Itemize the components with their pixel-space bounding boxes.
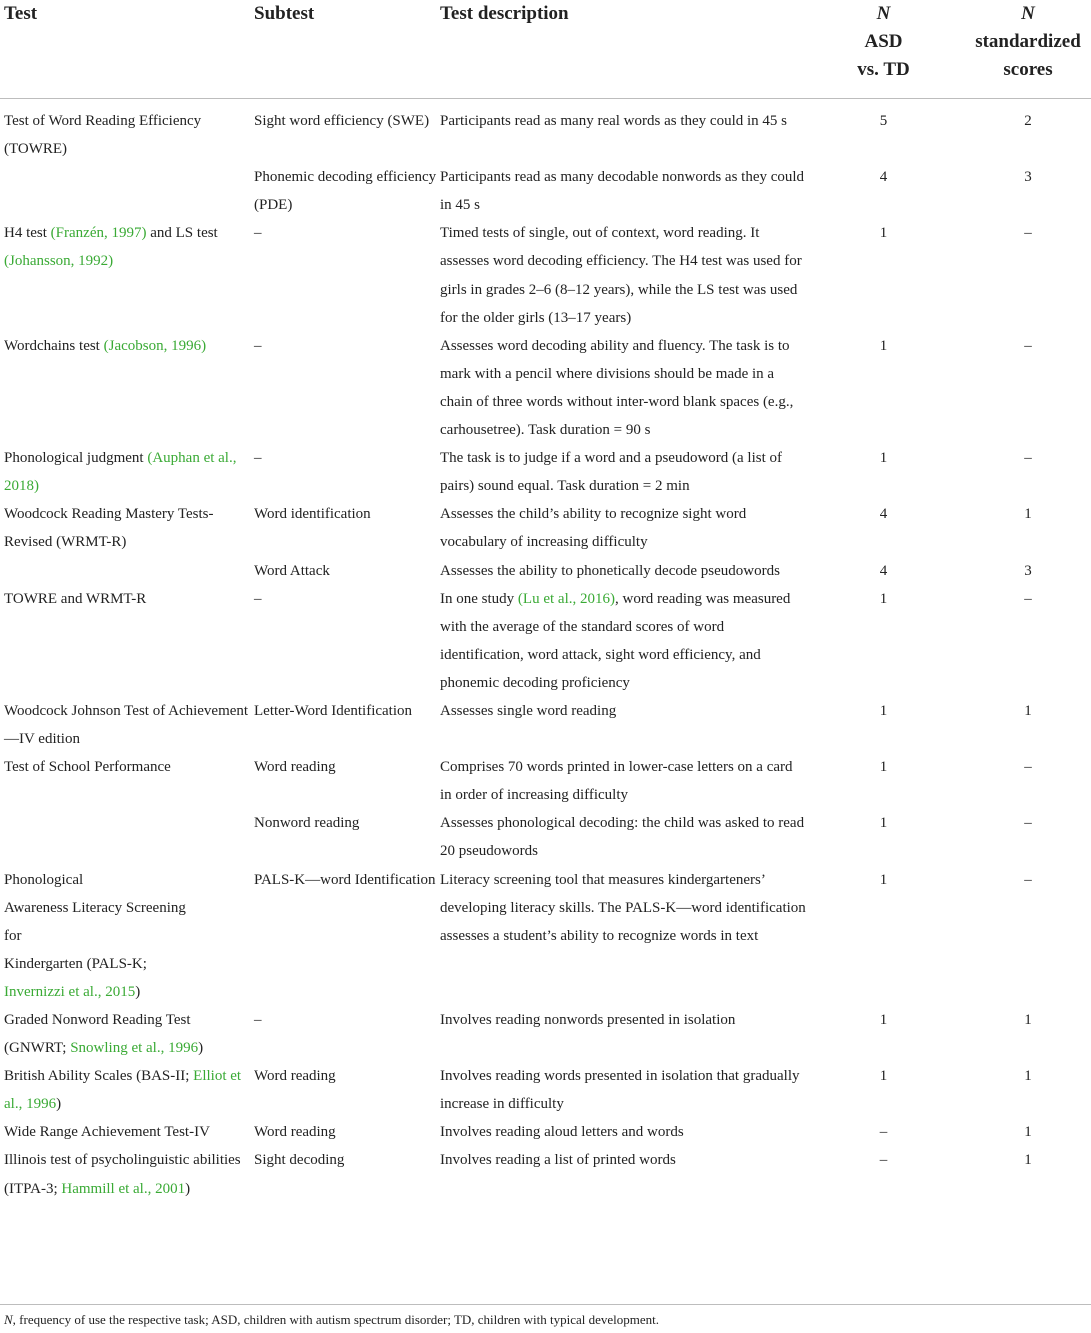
header-description: Test description [440,3,569,24]
cell-test [0,332,254,444]
citation-link[interactable]: (Johansson, 1992) [4,253,114,270]
cell-n-asd: 1 [879,450,888,467]
cell-n-std: 2 [1024,113,1032,129]
table-footnote [4,1311,1084,1329]
cell-description: Involves reading words presented in isolation that gradually increase in difficulty [440,1068,800,1113]
test-text: ) [198,1040,204,1057]
cell-test: Test of School Performance [4,759,171,776]
citation-link[interactable]: (Jacobson, 1996) [103,337,207,354]
table-row [0,444,1091,500]
cell-n-asd: 1 [879,590,888,607]
description-text: , word reading was measured with the average of the standard scores of word identification, word attack, sight word efficiency, and phonemic decoding proficiency [440,590,791,691]
cell-subtest: – [254,450,262,467]
table-row [0,1118,1091,1146]
table-row [0,809,1091,865]
cell-n-std: – [1024,225,1032,242]
cell-n-asd: 5 [879,113,888,129]
cell-subtest: Letter-Word Identification [254,702,413,719]
test-text: Graded Nonword Reading Test (GNWRT; [4,1012,191,1057]
test-text: Phonological judgment [4,450,148,467]
cell-subtest: Word identification [254,506,371,523]
footnote-n-symbol: N [4,1312,13,1327]
cell-subtest: Word reading [254,1124,336,1141]
cell-subtest: Word Attack [254,562,330,579]
header-n-std-line1: standardized [975,31,1081,52]
cell-subtest: Nonword reading [254,815,360,832]
cell-description [440,585,806,697]
footnote-divider [0,1304,1091,1305]
test-text: ) [135,983,141,1000]
cell-description: Involves reading a list of printed words [440,1152,676,1169]
cell-n-std: 1 [1024,702,1032,719]
cell-n-std: – [1024,337,1032,354]
cell-n-asd: 1 [879,759,888,776]
cell-description: The task is to judge if a word and a pseudoword (a list of pairs) sound equal. Task duration = 2 min [440,450,783,495]
header-n-asd-line2: vs. TD [857,59,910,80]
cell-description: Assesses single word reading [440,702,617,719]
cell-subtest: – [254,337,262,354]
test-text: Phonological [4,871,84,888]
table-header-row [0,0,1091,99]
cell-description: Assesses phonological decoding: the child was asked to read 20 pseudowords [440,815,805,860]
cell-subtest: Word reading [254,1068,336,1085]
cell-n-asd: 1 [879,702,888,719]
cell-n-std: – [1024,871,1032,888]
table-row [0,219,1091,331]
table-row [0,163,1091,219]
footnote-text: , frequency of use the respective task; ASD, children with autism spectrum disorder; TD, children with typical development. [12,1312,660,1327]
cell-test: TOWRE and WRMT-R [4,590,147,607]
cell-n-asd: – [879,1124,888,1141]
cell-n-std: – [1024,450,1032,467]
table-row [0,1062,1091,1118]
citation-link[interactable]: Elliot et al., 1996 [4,1068,242,1113]
cell-n-asd: 1 [879,225,888,242]
cell-description: Participants read as many real words as they could in 45 s [440,113,787,129]
table-row [0,1146,1091,1202]
cell-n-std: 1 [1024,1124,1032,1141]
citation-link[interactable]: Snowling et al., 1996 [70,1040,199,1057]
cell-subtest: Word reading [254,759,336,776]
table-row [0,1006,1091,1062]
cell-test [0,809,254,865]
cell-test [0,163,254,219]
cell-n-asd: 1 [879,1012,888,1028]
cell-test [0,1062,254,1118]
cell-n-asd: 1 [879,1068,888,1085]
cell-description: Comprises 70 words printed in lower-case letters on a card in order of increasing difficulty [440,759,793,804]
cell-n-std: 3 [1024,562,1032,579]
test-text: ) [185,1180,191,1197]
cell-n-asd: 1 [879,815,888,832]
table-row [0,697,1091,753]
cell-test [0,219,254,331]
header-subtest: Subtest [254,3,315,24]
cell-n-std: – [1024,815,1032,832]
table-row [0,753,1091,809]
cell-test: Wide Range Achievement Test-IV [4,1124,210,1141]
header-n-asd-line1: ASD [864,31,903,52]
citation-link[interactable]: (Auphan et al., 2018) [4,450,237,495]
cell-test [0,1146,254,1202]
table-row [0,332,1091,444]
cell-test [0,866,254,1006]
cell-description: Participants read as many decodable nonwords as they could in 45 s [440,169,805,214]
test-text: Awareness Literacy Screening [4,899,186,916]
cell-n-asd: 1 [879,871,888,888]
cell-test [0,1006,254,1062]
cell-description: Assesses word decoding ability and fluency. The task is to mark with a pencil where divisions should be made in a chain of three words without inter-word blank spaces (e.g., carhousetree). Task duration = 90 s [440,337,794,439]
cell-subtest: Phonemic decoding efficiency (PDE) [254,169,437,214]
cell-n-std: 1 [1024,506,1032,523]
cell-subtest: – [254,225,262,242]
description-text: In one study [440,590,518,607]
cell-n-std: 1 [1024,1012,1032,1028]
header-n-std-line2: scores [1003,59,1053,80]
cell-description: Assesses the child’s ability to recognize sight word vocabulary of increasing difficulty [440,506,747,551]
test-text: Wordchains test [4,337,104,354]
citation-link[interactable]: (Franzén, 1997) [50,225,147,242]
cell-test: Test of Word Reading Efficiency (TOWRE) [4,113,202,158]
table-row [0,500,1091,556]
header-n-asd-symbol: N [876,3,891,24]
test-text: ) [56,1096,62,1113]
cell-subtest: – [254,1012,262,1028]
table-row [0,585,1091,697]
test-text: Illinois test of psycholinguistic abilities (ITPA-3; [4,1152,241,1197]
header-n-std-symbol: N [1021,3,1035,24]
test-text: for [4,927,22,944]
cell-subtest: PALS-K—word Identification [254,871,436,888]
cell-test [0,557,254,585]
table-row [0,557,1091,585]
cell-n-asd: – [879,1152,888,1169]
table-row [0,99,1091,164]
test-text: and LS test [146,225,218,242]
cell-n-std: – [1024,590,1032,607]
test-text: British Ability Scales (BAS-II; [4,1068,194,1085]
cell-description: Timed tests of single, out of context, word reading. It assesses word decoding efficiency. The H4 test was used for girls in grades 2–6 (8–12 years), while the LS test was used for the older girls (13–17 years) [440,225,802,326]
cell-n-asd: 4 [879,506,888,523]
cell-subtest: Sight word efficiency (SWE) [254,113,430,129]
citation-link[interactable]: Hammill et al., 2001 [61,1180,186,1197]
cell-test: Woodcock Johnson Test of Achievement—IV edition [4,702,249,748]
cell-n-std: 3 [1024,169,1032,186]
cell-subtest: – [254,590,262,607]
cell-description: Assesses the ability to phonetically decode pseudowords [440,562,780,579]
cell-n-std: – [1024,759,1032,776]
header-n-std [961,0,1091,99]
citation-link[interactable]: Invernizzi et al., 2015 [4,983,136,1000]
cell-n-asd: 1 [879,337,888,354]
header-test: Test [4,3,38,24]
cell-subtest: Sight decoding [254,1152,345,1169]
citation-link[interactable]: (Lu et al., 2016) [517,590,615,607]
cell-n-std: 1 [1024,1152,1032,1169]
header-n-asd [806,0,961,99]
cell-n-std: 1 [1024,1068,1032,1085]
cell-n-asd: 4 [879,562,888,579]
cell-description: Involves reading aloud letters and words [440,1124,684,1141]
cell-n-asd: 4 [879,169,888,186]
test-text: H4 test [4,225,51,242]
table-row [0,866,1091,1006]
cell-test [0,444,254,500]
test-text: Kindergarten (PALS-K; [4,955,147,972]
cell-description: Involves reading nonwords presented in isolation [440,1012,736,1028]
cell-description: Literacy screening tool that measures kindergarteners’ developing literacy skills. The PALS-K—word identification assesses a student’s ability to recognize words in text [440,871,806,944]
cell-test: Woodcock Reading Mastery Tests-Revised (WRMT-R) [4,506,214,551]
